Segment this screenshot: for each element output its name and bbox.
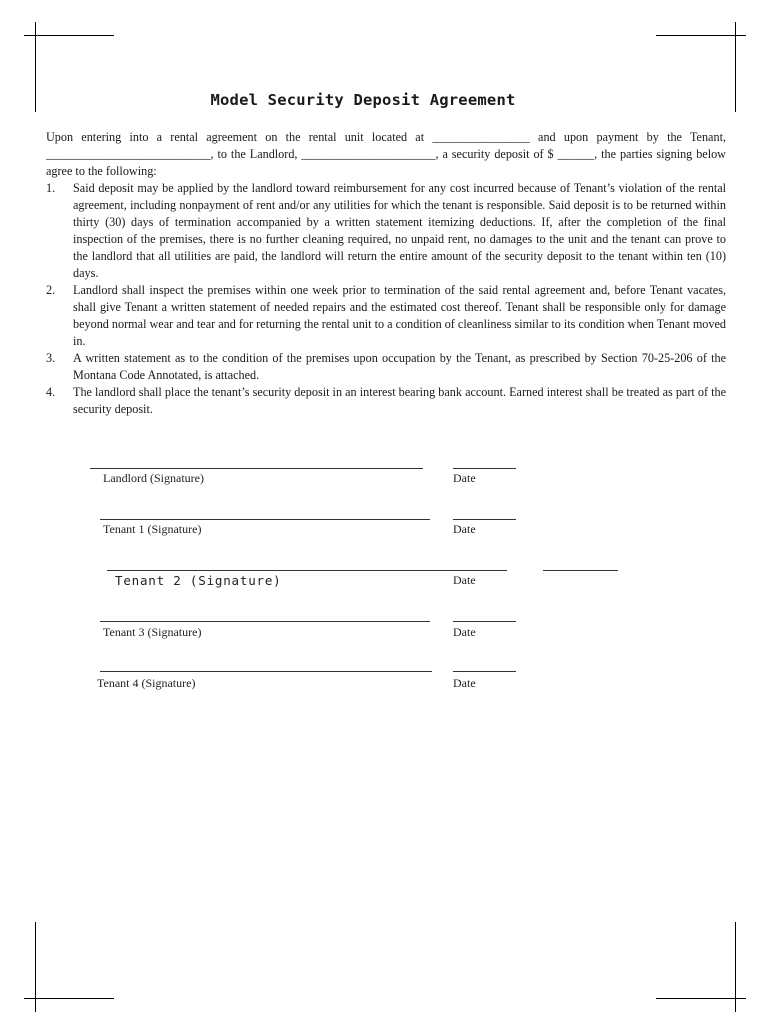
landlord-signature-label: Landlord (Signature) bbox=[103, 471, 204, 485]
crop-mark-top-right-h bbox=[656, 35, 746, 36]
crop-mark-bottom-right-h bbox=[656, 998, 746, 999]
crop-mark-top-left-h bbox=[24, 35, 114, 36]
clause-2 bbox=[46, 282, 726, 350]
clause-number: 3. bbox=[46, 351, 56, 365]
tenant4-signature-line[interactable] bbox=[100, 671, 432, 672]
tenant3-date-line[interactable] bbox=[453, 621, 516, 622]
tenant1-date-line[interactable] bbox=[453, 519, 516, 520]
crop-mark-top-right-v bbox=[735, 22, 736, 112]
tenant3-signature-line[interactable] bbox=[100, 621, 430, 622]
landlord-signature-line[interactable] bbox=[90, 468, 423, 469]
intro-paragraph: Upon entering into a rental agreement on the rental unit located at ________________ and upon payment by the Tenant, ___________________________, to the Landlord, ______________________, a security deposit of $ ______, the parties signing below agree to the following: bbox=[46, 130, 726, 178]
tenant4-date-label: Date bbox=[453, 676, 476, 690]
clause-number: 4. bbox=[46, 385, 56, 399]
tenant1-date-label: Date bbox=[453, 522, 476, 536]
agreement-body bbox=[46, 129, 726, 418]
tenant4-date-line[interactable] bbox=[453, 671, 516, 672]
crop-mark-bottom-right-v bbox=[735, 922, 736, 1012]
tenant1-signature-label: Tenant 1 (Signature) bbox=[103, 522, 202, 536]
landlord-date-label: Date bbox=[453, 471, 476, 485]
clause-text: The landlord shall place the tenant’s security deposit in an interest bearing bank account. Earned interest shall be treated as part of the security deposit. bbox=[73, 385, 726, 416]
tenant2-date-line[interactable] bbox=[543, 570, 618, 571]
tenant1-signature-line[interactable] bbox=[100, 519, 430, 520]
tenant2-signature-line[interactable] bbox=[107, 570, 507, 571]
clause-1 bbox=[46, 180, 726, 282]
clause-4 bbox=[46, 384, 726, 418]
tenant2-signature-label: Tenant 2 (Signature) bbox=[115, 573, 282, 588]
document-title: Model Security Deposit Agreement bbox=[210, 91, 516, 109]
clause-text: Said deposit may be applied by the landlord toward reimbursement for any cost incurred because of Tenant’s violation of the rental agreement, including nonpayment of rent and/or any utilities for which the tenant is responsible. Said deposit is to be returned within thirty (30) days of termination accompanied by a written statement itemizing deductions. If, after the completion of the final inspection of the premises, there is no further cleaning required, no unpaid rent, no damages to the unit and the tenant can prove to the landlord that all utilities are paid, the landlord will return the entire amount of the security deposit to the tenant within ten (10) days. bbox=[73, 181, 726, 280]
clause-number: 2. bbox=[46, 283, 56, 297]
clause-text: A written statement as to the condition of the premises upon occupation by the Tenant, as prescribed by Section 70-25-206 of the Montana Code Annotated, is attached. bbox=[73, 351, 726, 382]
crop-mark-bottom-left-v bbox=[35, 922, 36, 1012]
tenant2-date-label: Date bbox=[453, 573, 476, 587]
tenant3-signature-label: Tenant 3 (Signature) bbox=[103, 625, 202, 639]
clause-text: Landlord shall inspect the premises within one week prior to termination of the said rental agreement and, before Tenant vacates, shall give Tenant a written statement of needed repairs and the estimated cost thereof. Tenant shall be responsible only for damage beyond normal wear and tear and for returning the rental unit to a condition of cleanliness similar to its condition when Tenant moved in. bbox=[73, 283, 726, 348]
crop-mark-bottom-left-h bbox=[24, 998, 114, 999]
clause-3 bbox=[46, 350, 726, 384]
tenant4-signature-label: Tenant 4 (Signature) bbox=[97, 676, 196, 690]
clause-number: 1. bbox=[46, 181, 56, 195]
tenant3-date-label: Date bbox=[453, 625, 476, 639]
landlord-date-line[interactable] bbox=[453, 468, 516, 469]
clause-list bbox=[46, 180, 726, 418]
